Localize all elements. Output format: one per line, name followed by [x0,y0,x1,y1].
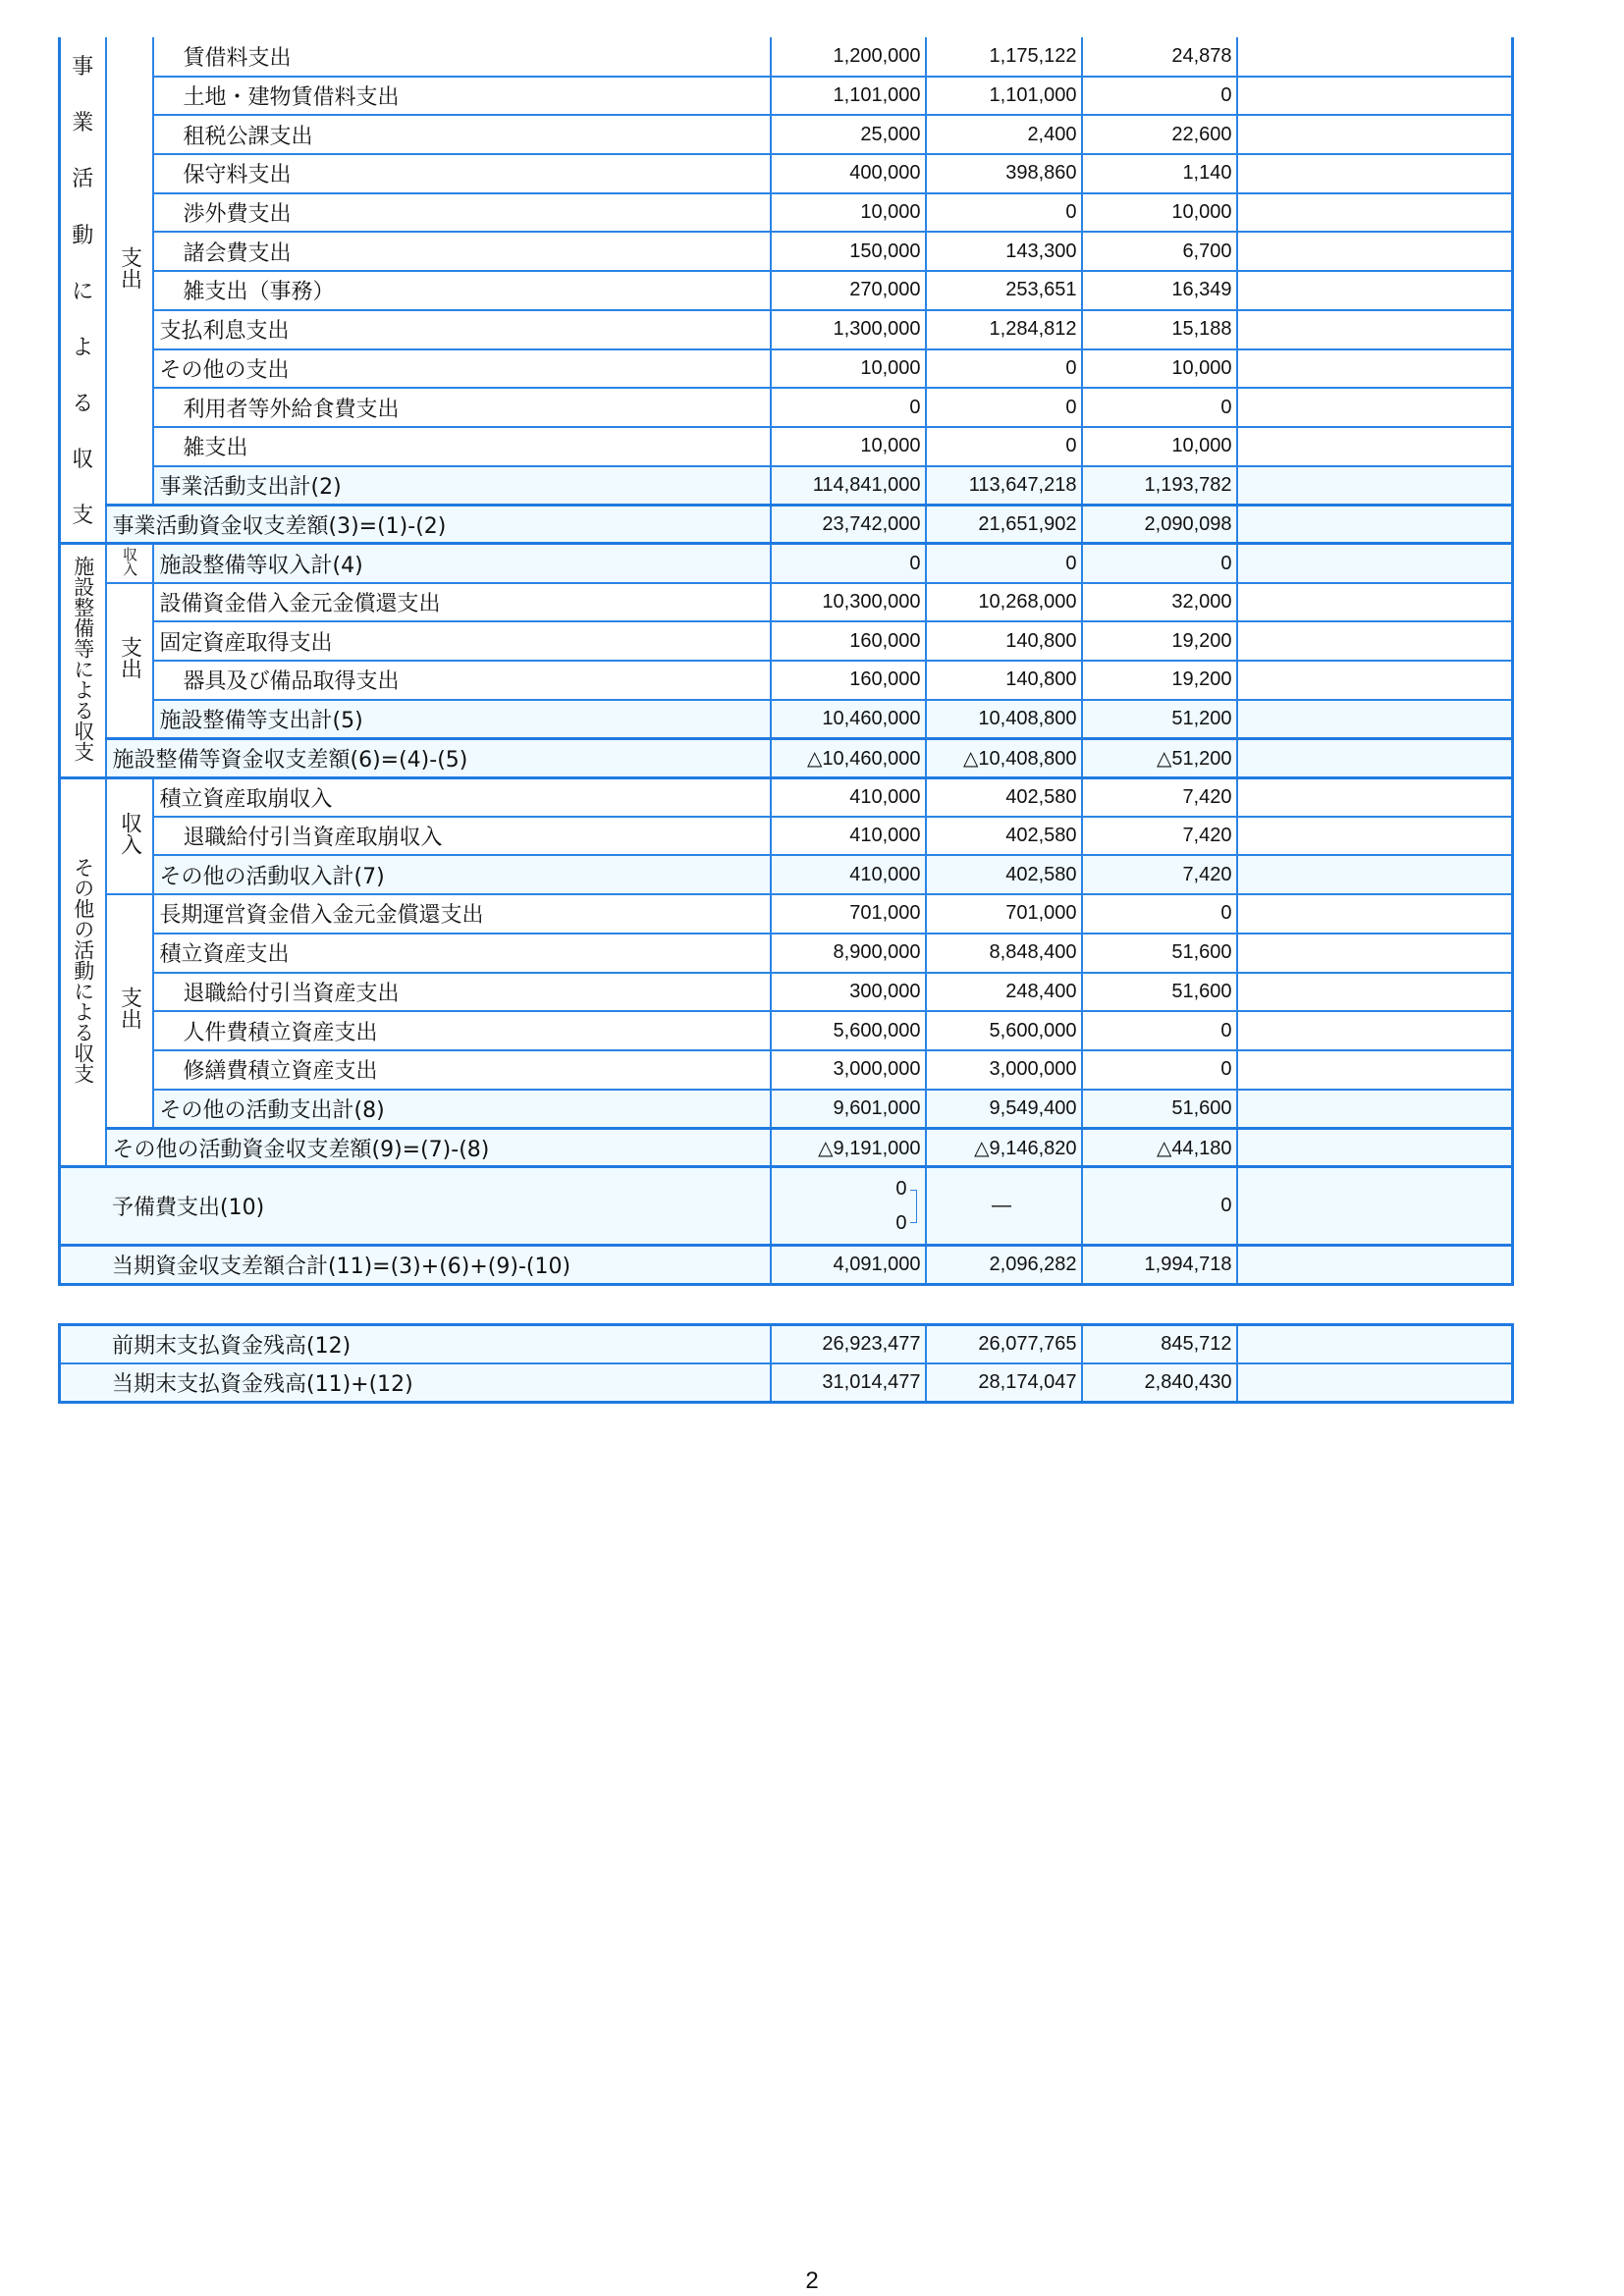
item-label: 退職給付引当資産支出 [153,973,771,1012]
remarks-cell [1237,1050,1513,1090]
table-row [60,934,1513,973]
budget-cell: 23,742,000 [771,505,926,544]
section-label: その他の活動による収支 [71,856,95,1084]
balance-label: 当期末支払資金残高(11)+(12) [60,1363,771,1403]
section-label: 事 業 活 動 に よ る 収 支 [72,55,94,529]
remarks-cell [1237,271,1513,310]
actual-cell: 248,400 [926,973,1082,1012]
remarks-cell [1237,1363,1513,1403]
remarks-cell [1237,1167,1513,1245]
remarks-cell [1237,310,1513,349]
actual-cell: △10,408,800 [926,738,1082,777]
budget-cell: 1,101,000 [771,77,926,116]
remarks-cell [1237,621,1513,661]
item-label: 施設整備等支出計(5) [153,700,771,739]
table-row [60,77,1513,116]
difference-cell: 0 [1082,544,1237,583]
difference-cell: 10,000 [1082,427,1237,466]
budget-cell: 410,000 [771,777,926,817]
remarks-cell [1237,1128,1513,1167]
remarks-cell [1237,855,1513,894]
item-label: 器具及び備品取得支出 [153,661,771,700]
actual-cell: 143,300 [926,232,1082,271]
difference-row [60,738,1513,777]
budget-cell: 10,000 [771,427,926,466]
table-row [60,115,1513,154]
item-label: 施設整備等収入計(4) [153,544,771,583]
difference-cell: 7,420 [1082,817,1237,856]
remarks-cell [1237,1325,1513,1364]
remarks-cell [1237,544,1513,583]
actual-cell: 253,651 [926,271,1082,310]
budget-cell: 150,000 [771,232,926,271]
budget-cell: 114,841,000 [771,466,926,506]
difference-cell: 19,200 [1082,621,1237,661]
remarks-cell [1237,154,1513,193]
reserve-budget-cell [771,1167,926,1245]
total-label: 当期資金収支差額合計(11)=(3)+(6)+(9)-(10) [60,1245,771,1284]
budget-cell: 8,900,000 [771,934,926,973]
actual-cell: 1,101,000 [926,77,1082,116]
difference-cell: 0 [1082,894,1237,934]
actual-cell: 21,651,902 [926,505,1082,544]
table-row [60,1011,1513,1050]
actual-cell: 701,000 [926,894,1082,934]
difference-cell: 0 [1082,1011,1237,1050]
remarks-cell [1237,193,1513,233]
difference-cell: 10,000 [1082,193,1237,233]
actual-cell: 1,284,812 [926,310,1082,349]
actual-cell: 0 [926,388,1082,427]
actual-cell: 0 [926,427,1082,466]
group-label-cell [106,544,153,583]
item-label: 積立資産支出 [153,934,771,973]
remarks-cell [1237,466,1513,506]
balance-row [60,1363,1513,1403]
section-label: 施設整備等による収支 [71,555,95,762]
remarks-cell [1237,700,1513,739]
cash-flow-table [58,37,1514,1286]
budget-cell: 5,600,000 [771,1011,926,1050]
actual-cell: 2,400 [926,115,1082,154]
difference-cell: △44,180 [1082,1128,1237,1167]
item-label: 雑支出（事務） [153,271,771,310]
table-row [60,1090,1513,1129]
item-label: その他の活動収入計(7) [153,855,771,894]
item-label: 保守料支出 [153,154,771,193]
item-label: 渉外費支出 [153,193,771,233]
difference-cell: 51,600 [1082,973,1237,1012]
item-label: 租税公課支出 [153,115,771,154]
reserve-budget-value: 0 [895,1177,907,1200]
reserve-budget-stack [772,1178,921,1235]
budget-cell: 31,014,477 [771,1363,926,1403]
budget-cell: 9,601,000 [771,1090,926,1129]
difference-cell: 2,090,098 [1082,505,1237,544]
actual-cell: 9,549,400 [926,1090,1082,1129]
difference-cell: 51,600 [1082,934,1237,973]
item-label: 積立資産取崩収入 [153,777,771,817]
actual-cell: 402,580 [926,817,1082,856]
budget-cell: 410,000 [771,855,926,894]
balance-row [60,1325,1513,1364]
budget-cell: △9,191,000 [771,1128,926,1167]
reserve-difference-cell: 0 [1082,1167,1237,1245]
table-row [60,661,1513,700]
group-label: 収入 [121,546,138,576]
table-row [60,310,1513,349]
fund-balance-table [58,1323,1514,1404]
item-label: 雑支出 [153,427,771,466]
remarks-cell [1237,349,1513,389]
actual-cell: 140,800 [926,661,1082,700]
table-row [60,700,1513,739]
remarks-cell [1237,973,1513,1012]
remarks-cell [1237,777,1513,817]
difference-label: その他の活動資金収支差額(9)=(7)-(8) [106,1128,771,1167]
table-row [60,583,1513,622]
budget-cell: 0 [771,388,926,427]
table-row [60,621,1513,661]
budget-cell: 410,000 [771,817,926,856]
budget-cell: 1,200,000 [771,37,926,77]
difference-cell: 7,420 [1082,855,1237,894]
group-label: 支出 [117,245,142,290]
reserve-row [60,1167,1513,1245]
budget-cell: 1,300,000 [771,310,926,349]
difference-label: 施設整備等資金収支差額(6)=(4)-(5) [106,738,771,777]
remarks-cell [1237,115,1513,154]
remarks-cell [1237,77,1513,116]
actual-cell: △9,146,820 [926,1128,1082,1167]
reserve-budget-value: 0 [895,1211,907,1234]
group-label-cell [106,583,153,739]
table-row [60,271,1513,310]
difference-cell: 845,712 [1082,1325,1237,1364]
actual-cell: 0 [926,193,1082,233]
difference-row [60,1128,1513,1167]
difference-cell: 0 [1082,388,1237,427]
remarks-cell [1237,505,1513,544]
remarks-cell [1237,388,1513,427]
bracket-mark [910,1190,917,1223]
budget-cell: 10,000 [771,349,926,389]
remarks-cell [1237,894,1513,934]
difference-cell: 1,193,782 [1082,466,1237,506]
remarks-cell [1237,232,1513,271]
budget-cell: 160,000 [771,621,926,661]
page-number: 2 [805,2268,819,2294]
table-row [60,973,1513,1012]
item-label: 利用者等外給食費支出 [153,388,771,427]
remarks-cell [1237,661,1513,700]
difference-cell: 51,600 [1082,1090,1237,1129]
actual-cell: 402,580 [926,777,1082,817]
item-label: 事業活動支出計(2) [153,466,771,506]
actual-cell: 140,800 [926,621,1082,661]
actual-cell: 113,647,218 [926,466,1082,506]
budget-cell: 10,300,000 [771,583,926,622]
difference-cell: 0 [1082,1050,1237,1090]
difference-cell: △51,200 [1082,738,1237,777]
budget-cell: △10,460,000 [771,738,926,777]
item-label: 人件費積立資産支出 [153,1011,771,1050]
table-row [60,349,1513,389]
budget-cell: 10,000 [771,193,926,233]
difference-cell: 1,994,718 [1082,1245,1237,1284]
group-label-cell [106,37,153,505]
difference-cell: 16,349 [1082,271,1237,310]
actual-cell: 1,175,122 [926,37,1082,77]
section-label-cell [60,777,106,1167]
budget-cell: 3,000,000 [771,1050,926,1090]
actual-cell: 2,096,282 [926,1245,1082,1284]
difference-cell: 7,420 [1082,777,1237,817]
balance-label: 前期末支払資金残高(12) [60,1325,771,1364]
section-label-cell [60,544,106,777]
table-row [60,544,1513,583]
remarks-cell [1237,37,1513,77]
difference-cell: 10,000 [1082,349,1237,389]
budget-cell: 160,000 [771,661,926,700]
total-row [60,1245,1513,1284]
actual-cell: 10,408,800 [926,700,1082,739]
actual-cell: 0 [926,349,1082,389]
difference-cell: 6,700 [1082,232,1237,271]
table-row [60,193,1513,233]
budget-cell: 400,000 [771,154,926,193]
group-label: 収入 [117,812,142,856]
item-label: 固定資産取得支出 [153,621,771,661]
remarks-cell [1237,1245,1513,1284]
difference-label: 事業活動資金収支差額(3)=(1)-(2) [106,505,771,544]
item-label: 土地・建物賃借料支出 [153,77,771,116]
item-label: 設備資金借入金元金償還支出 [153,583,771,622]
difference-cell: 2,840,430 [1082,1363,1237,1403]
actual-cell: 3,000,000 [926,1050,1082,1090]
budget-cell: 300,000 [771,973,926,1012]
budget-cell: 270,000 [771,271,926,310]
reserve-label: 予備費支出(10) [60,1167,771,1245]
difference-cell: 0 [1082,77,1237,116]
table-row [60,154,1513,193]
group-label: 支出 [117,636,142,680]
actual-cell: 26,077,765 [926,1325,1082,1364]
remarks-cell [1237,817,1513,856]
table-row [60,37,1513,77]
difference-row [60,505,1513,544]
item-label: 退職給付引当資産取崩収入 [153,817,771,856]
table-row [60,232,1513,271]
reserve-actual-cell: — [926,1167,1082,1245]
difference-cell: 19,200 [1082,661,1237,700]
remarks-cell [1237,1090,1513,1129]
item-label: 賃借料支出 [153,37,771,77]
group-label: 支出 [117,987,142,1031]
remarks-cell [1237,738,1513,777]
remarks-cell [1237,934,1513,973]
table-row [60,427,1513,466]
group-label-cell [106,894,153,1128]
item-label: その他の活動支出計(8) [153,1090,771,1129]
item-label: 修繕費積立資産支出 [153,1050,771,1090]
item-label: 諸会費支出 [153,232,771,271]
table-row [60,466,1513,506]
table-row [60,777,1513,817]
difference-cell: 51,200 [1082,700,1237,739]
table-row [60,817,1513,856]
actual-cell: 398,860 [926,154,1082,193]
remarks-cell [1237,583,1513,622]
actual-cell: 0 [926,544,1082,583]
remarks-cell [1237,1011,1513,1050]
actual-cell: 28,174,047 [926,1363,1082,1403]
table-row [60,855,1513,894]
budget-cell: 4,091,000 [771,1245,926,1284]
budget-cell: 0 [771,544,926,583]
difference-cell: 32,000 [1082,583,1237,622]
item-label: 支払利息支出 [153,310,771,349]
table-row [60,1050,1513,1090]
actual-cell: 5,600,000 [926,1011,1082,1050]
group-label-cell [106,777,153,894]
budget-cell: 25,000 [771,115,926,154]
section-label-cell [60,37,106,544]
item-label: 長期運営資金借入金元金償還支出 [153,894,771,934]
table-row [60,894,1513,934]
actual-cell: 10,268,000 [926,583,1082,622]
difference-cell: 15,188 [1082,310,1237,349]
budget-cell: 10,460,000 [771,700,926,739]
actual-cell: 402,580 [926,855,1082,894]
difference-cell: 1,140 [1082,154,1237,193]
difference-cell: 24,878 [1082,37,1237,77]
table-row [60,388,1513,427]
actual-cell: 8,848,400 [926,934,1082,973]
item-label: その他の支出 [153,349,771,389]
budget-cell: 26,923,477 [771,1325,926,1364]
remarks-cell [1237,427,1513,466]
difference-cell: 22,600 [1082,115,1237,154]
budget-cell: 701,000 [771,894,926,934]
